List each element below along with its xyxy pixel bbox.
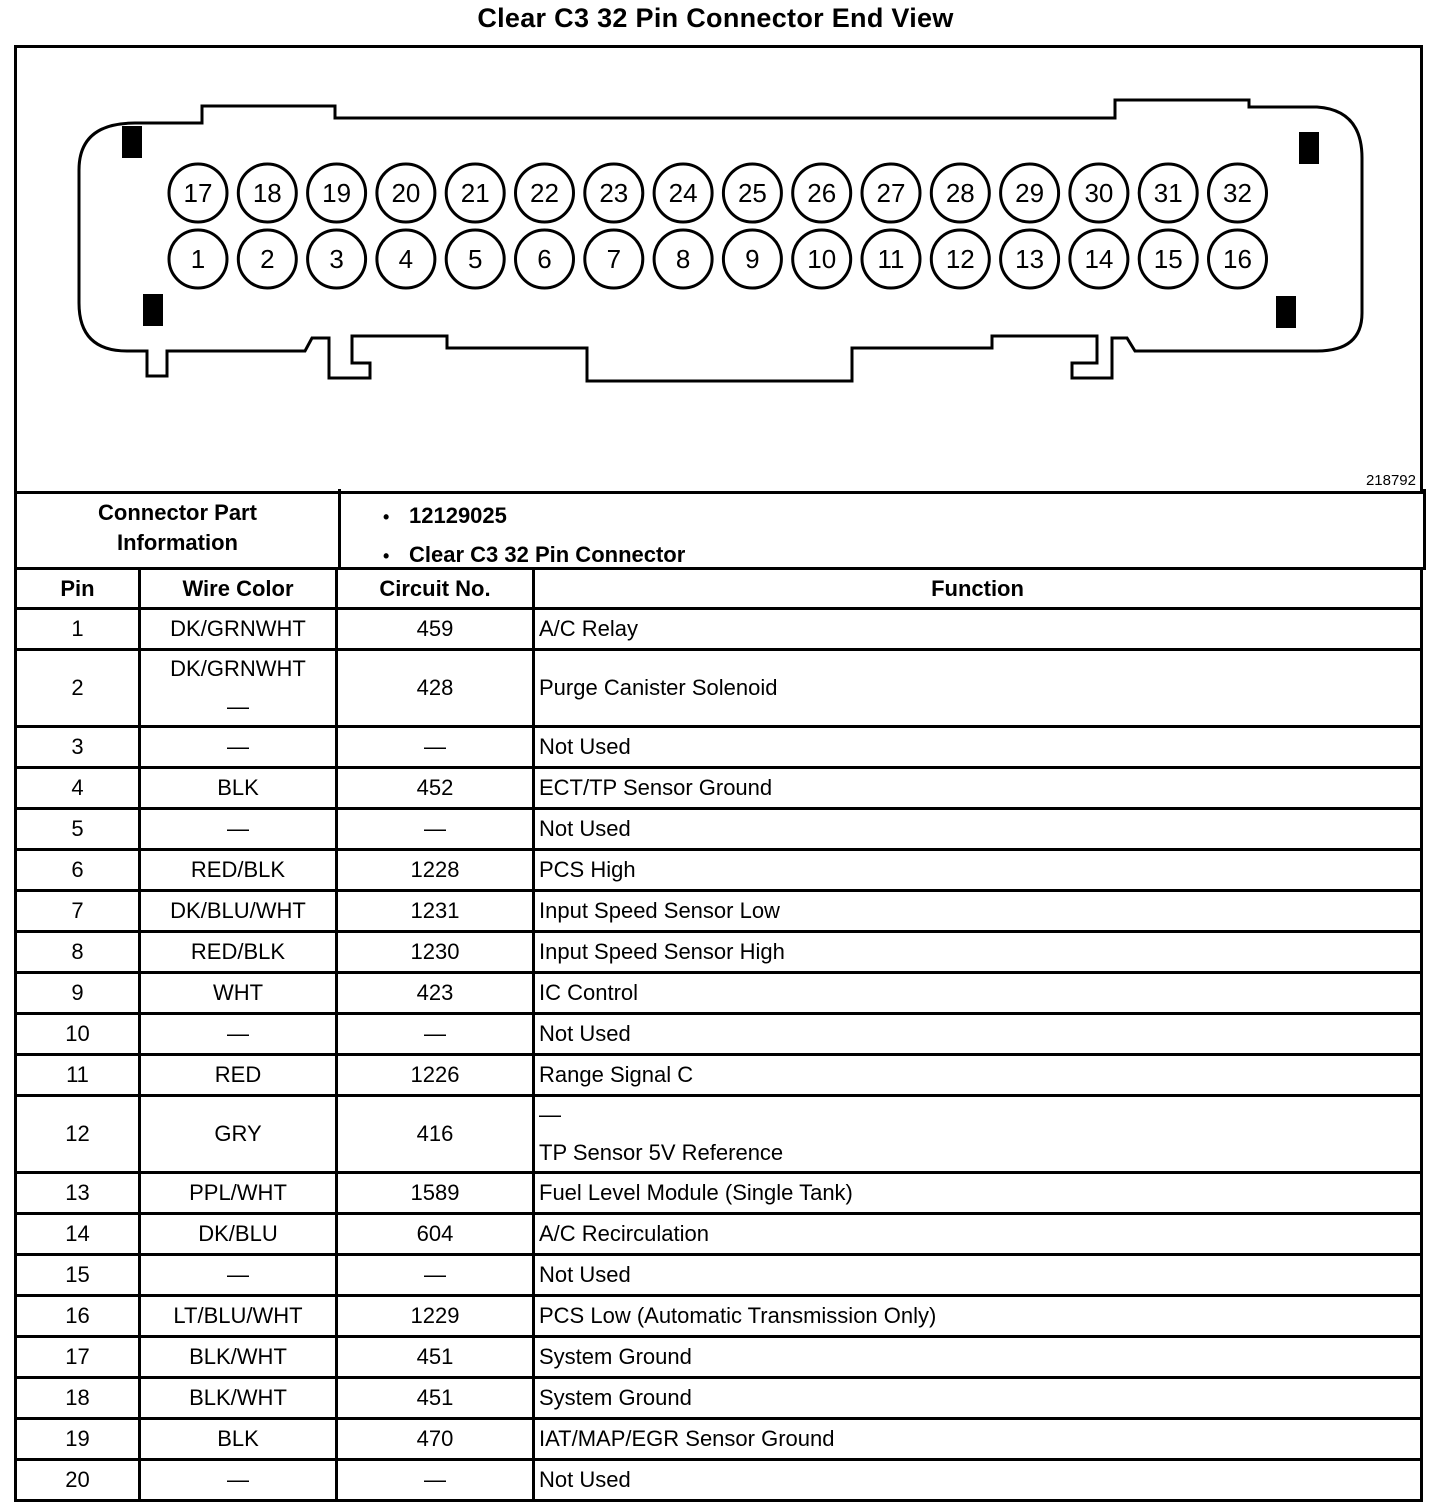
cell-pin: 13 — [16, 1173, 140, 1214]
pin-28 — [931, 164, 989, 222]
cell-wire-color: RED/BLK — [140, 932, 337, 973]
cell-function: Purge Canister Solenoid — [534, 650, 1422, 727]
cell-wire-color: — — [140, 809, 337, 850]
cell-function: Input Speed Sensor High — [534, 932, 1422, 973]
pin-12 — [931, 230, 989, 288]
cell-pin: 17 — [16, 1337, 140, 1378]
pin-label: 24 — [668, 178, 698, 208]
cell-function: Not Used — [534, 809, 1422, 850]
pin-3 — [308, 230, 366, 288]
cell-pin: 9 — [16, 973, 140, 1014]
table-row — [16, 973, 1422, 1014]
pin-label: 25 — [737, 178, 767, 208]
pin-label: 12 — [945, 244, 975, 274]
cell-pin: 12 — [16, 1096, 140, 1173]
pin-label: 11 — [877, 244, 905, 274]
pin-label: 22 — [530, 178, 559, 208]
cell-function-extra: — — [539, 1102, 561, 1127]
table-row — [16, 1419, 1422, 1460]
cell-wire-color-text: DK/GRNWHT — [170, 656, 306, 681]
pin-21 — [446, 164, 504, 222]
table-row — [16, 1255, 1422, 1296]
pin-label: 10 — [807, 244, 837, 274]
table-row — [16, 1337, 1422, 1378]
cell-pin: 15 — [16, 1255, 140, 1296]
cell-wire-color — [140, 650, 337, 727]
header-circuit-no: Circuit No. — [337, 569, 534, 609]
cell-pin: 16 — [16, 1296, 140, 1337]
latch-key-top-left — [122, 126, 142, 158]
pin-17 — [169, 164, 227, 222]
cell-function: ECT/TP Sensor Ground — [534, 768, 1422, 809]
cell-function: Not Used — [534, 727, 1422, 768]
cell-circuit-no: — — [337, 1255, 534, 1296]
cell-wire-color: — — [140, 1460, 337, 1501]
cell-pin: 14 — [16, 1214, 140, 1255]
cell-pin: 11 — [16, 1055, 140, 1096]
pin-19 — [308, 164, 366, 222]
cell-pin: 7 — [16, 891, 140, 932]
pin-label: 4 — [398, 244, 414, 274]
cell-wire-color: WHT — [140, 973, 337, 1014]
cell-circuit-no: 423 — [337, 973, 534, 1014]
pin-label: 16 — [1223, 244, 1252, 274]
pin-23 — [585, 164, 643, 222]
pin-18 — [238, 164, 296, 222]
pin-6 — [516, 230, 574, 288]
pin-8 — [654, 230, 712, 288]
cell-wire-color-extra: — — [227, 694, 249, 719]
pin-7 — [585, 230, 643, 288]
pin-label: 15 — [1153, 244, 1183, 274]
cell-function: A/C Relay — [534, 609, 1422, 650]
pin-1 — [169, 230, 227, 288]
pin-20 — [377, 164, 435, 222]
connector-diagram — [14, 45, 1423, 494]
cell-circuit-no: 459 — [337, 609, 534, 650]
cell-pin: 5 — [16, 809, 140, 850]
pin-label: 7 — [606, 244, 622, 274]
cell-wire-color: BLK/WHT — [140, 1378, 337, 1419]
pin-label: 13 — [1015, 244, 1045, 274]
cell-pin: 8 — [16, 932, 140, 973]
cell-function: Fuel Level Module (Single Tank) — [534, 1173, 1422, 1214]
cell-pin: 19 — [16, 1419, 140, 1460]
cell-function: System Ground — [534, 1378, 1422, 1419]
pin-4 — [377, 230, 435, 288]
pin-label: 6 — [537, 244, 552, 274]
cell-circuit-no: 1589 — [337, 1173, 534, 1214]
latch-key-bottom-left — [143, 294, 163, 326]
pin-label: 28 — [945, 178, 975, 208]
part-info-label — [17, 489, 341, 567]
figure-id: 218792 — [1365, 472, 1416, 489]
cell-circuit-no: — — [337, 727, 534, 768]
cell-pin: 20 — [16, 1460, 140, 1501]
table-row — [16, 932, 1422, 973]
cell-circuit-no: — — [337, 1460, 534, 1501]
cell-circuit-no: 1228 — [337, 850, 534, 891]
cell-pin: 1 — [16, 609, 140, 650]
pin-label: 19 — [322, 178, 352, 208]
cell-circuit-no: 1226 — [337, 1055, 534, 1096]
pin-31 — [1139, 164, 1197, 222]
pin-label: 17 — [183, 178, 213, 208]
pin-15 — [1139, 230, 1197, 288]
cell-function: Range Signal C — [534, 1055, 1422, 1096]
pin-2 — [238, 230, 296, 288]
pin-25 — [723, 164, 781, 222]
table-row — [16, 1173, 1422, 1214]
cell-pin: 10 — [16, 1014, 140, 1055]
connector-end-view — [17, 48, 1420, 491]
pin-label: 30 — [1084, 178, 1114, 208]
pin-label: 2 — [260, 244, 275, 274]
cell-function: Not Used — [534, 1014, 1422, 1055]
cell-circuit-no: 1229 — [337, 1296, 534, 1337]
cell-circuit-no: 428 — [337, 650, 534, 727]
page-title: Clear C3 32 Pin Connector End View — [477, 3, 954, 33]
cell-function: IAT/MAP/EGR Sensor Ground — [534, 1419, 1422, 1460]
table-row — [16, 1214, 1422, 1255]
pin-table — [14, 567, 1423, 1502]
cell-wire-color: DK/GRNWHT — [140, 609, 337, 650]
cell-wire-color: BLK — [140, 768, 337, 809]
table-row — [16, 609, 1422, 650]
pin-22 — [516, 164, 574, 222]
pin-label: 9 — [745, 244, 760, 274]
pin-30 — [1070, 164, 1128, 222]
cell-wire-color: PPL/WHT — [140, 1173, 337, 1214]
pin-label: 31 — [1153, 178, 1183, 208]
cell-wire-color: — — [140, 727, 337, 768]
table-row — [16, 727, 1422, 768]
pin-label: 32 — [1223, 178, 1252, 208]
pin-24 — [654, 164, 712, 222]
part-info-label-line2: Information — [116, 530, 238, 555]
pin-14 — [1070, 230, 1128, 288]
table-row — [16, 1378, 1422, 1419]
cell-pin: 18 — [16, 1378, 140, 1419]
pin-27 — [862, 164, 920, 222]
cell-circuit-no: 604 — [337, 1214, 534, 1255]
pin-32 — [1209, 164, 1267, 222]
connector-part-info — [14, 489, 1426, 570]
cell-wire-color: — — [140, 1255, 337, 1296]
table-row — [16, 1055, 1422, 1096]
cell-circuit-no: 1230 — [337, 932, 534, 973]
pin-label: 14 — [1084, 244, 1114, 274]
pin-13 — [1001, 230, 1059, 288]
table-row — [16, 1460, 1422, 1501]
header-pin: Pin — [16, 569, 140, 609]
cell-function: PCS High — [534, 850, 1422, 891]
part-info-label-line1: Connector Part — [98, 500, 257, 525]
cell-circuit-no: 451 — [337, 1378, 534, 1419]
pin-label: 5 — [467, 244, 483, 274]
cell-circuit-no: — — [337, 809, 534, 850]
pin-label: 27 — [876, 178, 906, 208]
cell-wire-color: LT/BLU/WHT — [140, 1296, 337, 1337]
cell-circuit-no: 452 — [337, 768, 534, 809]
cell-wire-color: DK/BLU/WHT — [140, 891, 337, 932]
table-row — [16, 1096, 1422, 1173]
cell-wire-color: — — [140, 1014, 337, 1055]
pin-label: 20 — [391, 178, 421, 208]
pin-26 — [793, 164, 851, 222]
cell-pin: 3 — [16, 727, 140, 768]
cell-function: Input Speed Sensor Low — [534, 891, 1422, 932]
latch-key-top-right — [1299, 132, 1319, 164]
pin-29 — [1001, 164, 1059, 222]
cell-pin: 2 — [16, 650, 140, 727]
header-wire-color: Wire Color — [140, 569, 337, 609]
cell-circuit-no: 1231 — [337, 891, 534, 932]
pin-label: 26 — [807, 178, 837, 208]
pin-label: 29 — [1015, 178, 1045, 208]
latch-key-bottom-right — [1276, 296, 1296, 328]
table-row — [16, 1296, 1422, 1337]
cell-function: Not Used — [534, 1460, 1422, 1501]
table-row — [16, 891, 1422, 932]
cell-circuit-no: 451 — [337, 1337, 534, 1378]
pin-table-header — [16, 569, 1422, 609]
table-row — [16, 1014, 1422, 1055]
cell-pin: 4 — [16, 768, 140, 809]
pin-5 — [446, 230, 504, 288]
pin-16 — [1209, 230, 1267, 288]
cell-circuit-no: 470 — [337, 1419, 534, 1460]
pin-11 — [862, 230, 920, 288]
cell-wire-color: BLK — [140, 1419, 337, 1460]
cell-function-text: TP Sensor 5V Reference — [539, 1140, 784, 1165]
cell-wire-color: DK/BLU — [140, 1214, 337, 1255]
header-function: Function — [534, 569, 1422, 609]
pin-10 — [793, 230, 851, 288]
pin-9 — [723, 230, 781, 288]
table-row — [16, 850, 1422, 891]
part-number: • 12129025 — [383, 497, 685, 536]
pin-label: 18 — [252, 178, 282, 208]
pin-label: 8 — [675, 244, 691, 274]
pin-label: 21 — [460, 178, 490, 208]
pin-label: 3 — [329, 244, 344, 274]
table-row — [16, 768, 1422, 809]
cell-function: A/C Recirculation — [534, 1214, 1422, 1255]
cell-function — [534, 1096, 1422, 1173]
cell-function: System Ground — [534, 1337, 1422, 1378]
pin-label: 1 — [190, 244, 206, 274]
cell-wire-color: RED — [140, 1055, 337, 1096]
cell-function: Not Used — [534, 1255, 1422, 1296]
cell-circuit-no: — — [337, 1014, 534, 1055]
part-info-values — [383, 497, 685, 575]
cell-circuit-no: 416 — [337, 1096, 534, 1173]
cell-pin: 6 — [16, 850, 140, 891]
table-row — [16, 650, 1422, 727]
cell-function: PCS Low (Automatic Transmission Only) — [534, 1296, 1422, 1337]
pin-label: 23 — [599, 178, 629, 208]
cell-wire-color: BLK/WHT — [140, 1337, 337, 1378]
cell-wire-color: GRY — [140, 1096, 337, 1173]
part-description: • Clear C3 32 Pin Connector — [383, 536, 685, 575]
table-row — [16, 809, 1422, 850]
cell-wire-color: RED/BLK — [140, 850, 337, 891]
cell-function: IC Control — [534, 973, 1422, 1014]
